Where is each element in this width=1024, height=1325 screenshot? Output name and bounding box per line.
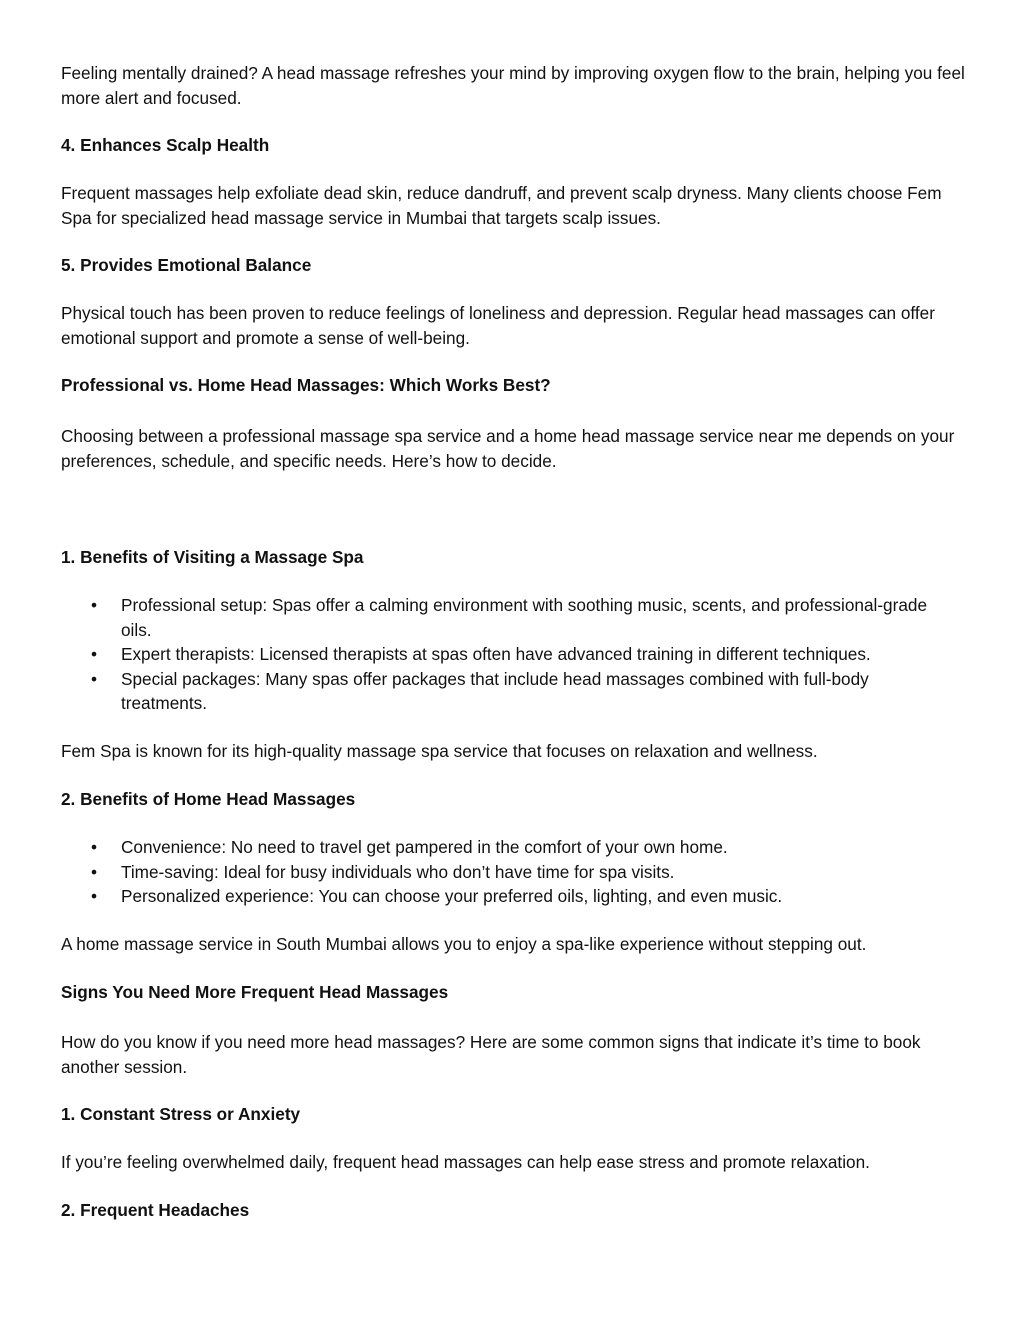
heading-home-benefits: 2. Benefits of Home Head Massages [61,789,356,809]
list-item [61,667,951,716]
list-item [61,593,951,642]
heading-enhances-scalp-health: 4. Enhances Scalp Health [61,135,270,155]
list-item-text: Time-saving: Ideal for busy individuals who don’t have time for spa visits. [121,861,675,882]
heading-professional-vs-home: Professional vs. Home Head Massages: Which Works Best? [61,375,551,395]
paragraph-emotional-balance: Physical touch has been proven to reduce feelings of loneliness and depression. Regular head massages can offer emotional support and promote a sense of well-being. [61,303,935,348]
list-item [61,835,951,860]
list-item [61,884,951,909]
home-benefits-list [61,835,951,909]
bullet-icon: • [90,861,98,882]
bullet-icon: • [90,644,98,664]
paragraph-signs: How do you know if you need more head massages? Here are some common signs that indicate it’s time to book another session. [61,1032,921,1077]
list-item [61,642,951,667]
list-item [61,860,951,885]
paragraph-mental-refresh: Feeling mentally drained? A head massage refreshes your mind by improving oxygen flow to the brain, helping you feel more alert and focused. [61,63,965,108]
paragraph-scalp-health: Frequent massages help exfoliate dead skin, reduce dandruff, and prevent scalp dryness. Many clients choose Fem Spa for specialized head massage service in Mumbai that targets scalp issues. [61,183,942,228]
paragraph-constant-stress: If you’re feeling overwhelmed daily, frequent head massages can help ease stress and promote relaxation. [61,1152,870,1172]
paragraph-choosing: Choosing between a professional massage spa service and a home head massage service near me depends on your preferences, schedule, and specific needs. Here’s how to decide. [61,426,955,471]
bullet-icon: • [90,595,98,615]
bullet-icon: • [90,668,98,689]
paragraph-fem-spa: Fem Spa is known for its high-quality massage spa service that focuses on relaxation and wellness. [61,741,818,761]
heading-constant-stress: 1. Constant Stress or Anxiety [61,1104,301,1124]
list-item-text: Special packages: Many spas offer packages that include head massages combined with full-body treatments. [121,668,869,713]
spa-benefits-list [61,593,951,716]
heading-frequent-headaches: 2. Frequent Headaches [61,1200,250,1220]
list-item-text: Professional setup: Spas offer a calming environment with soothing music, scents, and professional-grade oils. [121,595,928,640]
heading-signs: Signs You Need More Frequent Head Massages [61,982,449,1002]
list-item-text: Personalized experience: You can choose your preferred oils, lighting, and even music. [121,886,783,906]
bullet-icon: • [90,886,98,906]
list-item-text: Convenience: No need to travel get pampered in the comfort of your own home. [121,837,728,857]
paragraph-home-service: A home massage service in South Mumbai allows you to enjoy a spa-like experience without stepping out. [61,934,867,954]
list-item-text: Expert therapists: Licensed therapists at spas often have advanced training in different techniques. [121,644,871,664]
heading-spa-benefits: 1. Benefits of Visiting a Massage Spa [61,547,364,567]
bullet-icon: • [90,837,98,857]
heading-emotional-balance: 5. Provides Emotional Balance [61,255,312,275]
